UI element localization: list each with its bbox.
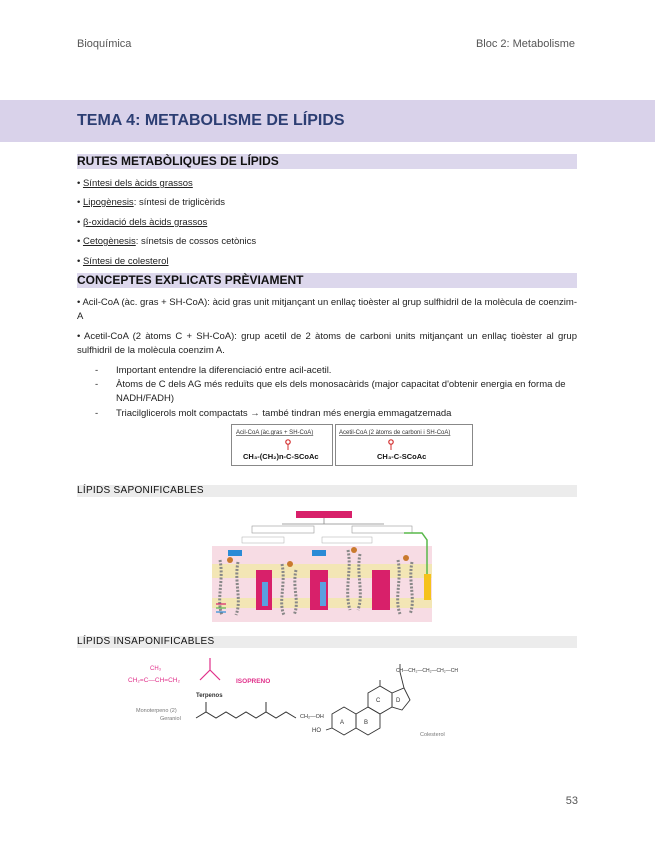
page-number: 53	[565, 795, 578, 807]
blue-label	[312, 550, 326, 556]
isopreno-label: ISOPRENO	[236, 678, 271, 685]
list-item-link[interactable]: Lipogènesis	[82, 197, 134, 208]
cholesterol-chain: CH—CH₂—CH₂—CH₂—CH	[396, 668, 458, 674]
header-subject: Bioquímica	[77, 38, 132, 50]
page-title: TEMA 4: METABOLISME DE LÍPIDS	[77, 112, 345, 129]
isoprene-skeletal	[200, 658, 220, 680]
colesterol-label: Colesterol	[420, 732, 445, 738]
terpenos-label: Terpenos	[196, 693, 223, 699]
paragraph-acetil-coa: • Acetil-CoA (2 àtoms C + SH-CoA): grup acetil de 2 àtoms de carboni units mitjançant un enllaç tioèster al grup sulfhidril de la molècula coenzim A.	[77, 331, 577, 356]
list-item: • Cetogènesis: sínetsis de cossos cetònics	[77, 236, 257, 247]
list-item: • β-oxidació dels àcids grassos	[77, 217, 208, 228]
acetil-coa-formula: CH₃-C-SCoAc	[377, 452, 427, 461]
acil-coa-formula: CH₃-(CH₂)n-C-SCoAc	[243, 452, 319, 461]
diagram-root-box	[296, 511, 352, 518]
acetil-coa-title: Acetil-CoA (2 àtoms de carboni i SH-CoA)	[339, 430, 451, 436]
blue-column	[320, 582, 326, 606]
section-heading-conceptes: CONCEPTES EXPLICATS PRÈVIAMENT	[77, 273, 577, 288]
diagram-box	[242, 537, 284, 543]
geraniol-oh: CH₂—OH	[300, 714, 324, 720]
list-item-link[interactable]: Cetogènesis	[82, 236, 136, 247]
ring-a: A	[340, 720, 345, 726]
diagram-box	[252, 526, 314, 533]
geraniol-skeletal	[196, 702, 296, 718]
insaponifiable-lipids-figure	[120, 652, 520, 744]
cholesterol-ho: HO	[312, 728, 321, 734]
geraniol-label: Geraniol	[160, 716, 181, 722]
diagram-box	[352, 526, 412, 533]
blue-label	[228, 550, 242, 556]
list-item: • Síntesi dels àcids grassos	[77, 178, 193, 189]
section-heading-saponificables: LÍPIDS SAPONIFICABLES	[77, 485, 577, 497]
diagram-box	[322, 537, 372, 543]
header-block: Bloc 2: Metabolisme	[475, 38, 575, 50]
isoprene-methyl: CH₃	[150, 666, 162, 672]
sub-list-item: - Triacilglicerols molt compactats → també tindran més energia emmagatzemada	[95, 408, 452, 419]
sub-list-item: - Àtoms de C dels AG més reduïts que els dels monosacàrids (major capacitat d'obtenir energia en forma de NADH/FADH)	[95, 379, 566, 404]
ring-d: D	[396, 698, 401, 704]
section-heading-insaponificables: LÍPIDS INSAPONIFICABLES	[77, 636, 577, 648]
sub-list-item: - Important entendre la diferenciació entre acil-acetil.	[95, 365, 332, 376]
pink-column	[372, 570, 390, 610]
list-item: • Lipogènesis: síntesi de triglicèrids	[77, 197, 226, 208]
ring-b: B	[364, 720, 369, 726]
ring-c: C	[376, 698, 381, 704]
list-item: • Síntesi de colesterol	[77, 256, 169, 267]
list-item-link[interactable]: Síntesi de colesterol	[82, 256, 169, 267]
list-item-link[interactable]: β-oxidació dels àcids grassos	[82, 217, 208, 228]
paragraph-acil-coa: • Acil-CoA (àc. gras + SH-CoA): àcid gras unit mitjançant un enllaç tioèster al grup sulfhidril de la molècula de coenzim-A	[77, 297, 577, 322]
acyl-acetyl-figure	[231, 424, 473, 466]
section-heading-rutes: RUTES METABÒLIQUES DE LÍPIDS	[77, 154, 577, 169]
yellow-bar	[424, 574, 431, 600]
monoterpeno-label: Monoterpeno (2)	[136, 708, 177, 714]
list-item-link[interactable]: Síntesi dels àcids grassos	[82, 178, 193, 189]
blue-column	[262, 582, 268, 606]
saponifiable-lipids-diagram	[212, 510, 432, 622]
isoprene-formula: CH₂=C—CH=CH₂	[128, 677, 180, 684]
acil-coa-title: Acil-CoA (àc.gras + SH-CoA)	[236, 430, 314, 436]
